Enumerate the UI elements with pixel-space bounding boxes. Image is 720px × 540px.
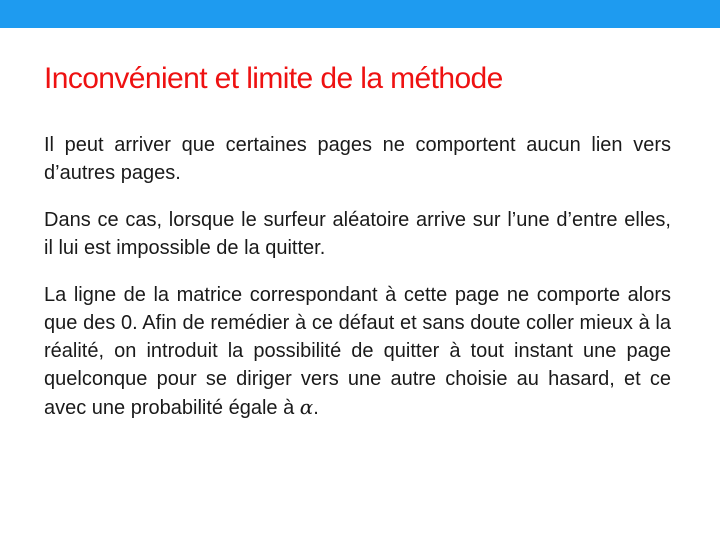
paragraph-no-links: Il peut arriver que certaines pages ne comportent aucun lien vers d’autres pages.: [44, 134, 671, 184]
top-accent-bar: [0, 0, 720, 28]
slide-body: [44, 131, 671, 441]
paragraph-damping-text: La ligne de la matrice correspondant à cette page ne comporte alors que des 0. Afin de remédier à ce défaut et sans doute coller mieux à la réalité, on introduit la possibilité de quitter à tout instant une page quelconque pour se diriger vers une autre choisie au hasard, et ce avec une probabilité égale à: [44, 284, 671, 419]
slide-title: Inconvénient et limite de la méthode: [44, 62, 503, 95]
alpha-symbol: α: [299, 395, 314, 419]
paragraph-damping-factor: [44, 281, 671, 422]
paragraph-dead-end: Dans ce cas, lorsque le surfeur aléatoire arrive sur l’une d’entre elles, il lui est impossible de la quitter.: [44, 209, 671, 259]
paragraph-period: .: [313, 397, 319, 419]
